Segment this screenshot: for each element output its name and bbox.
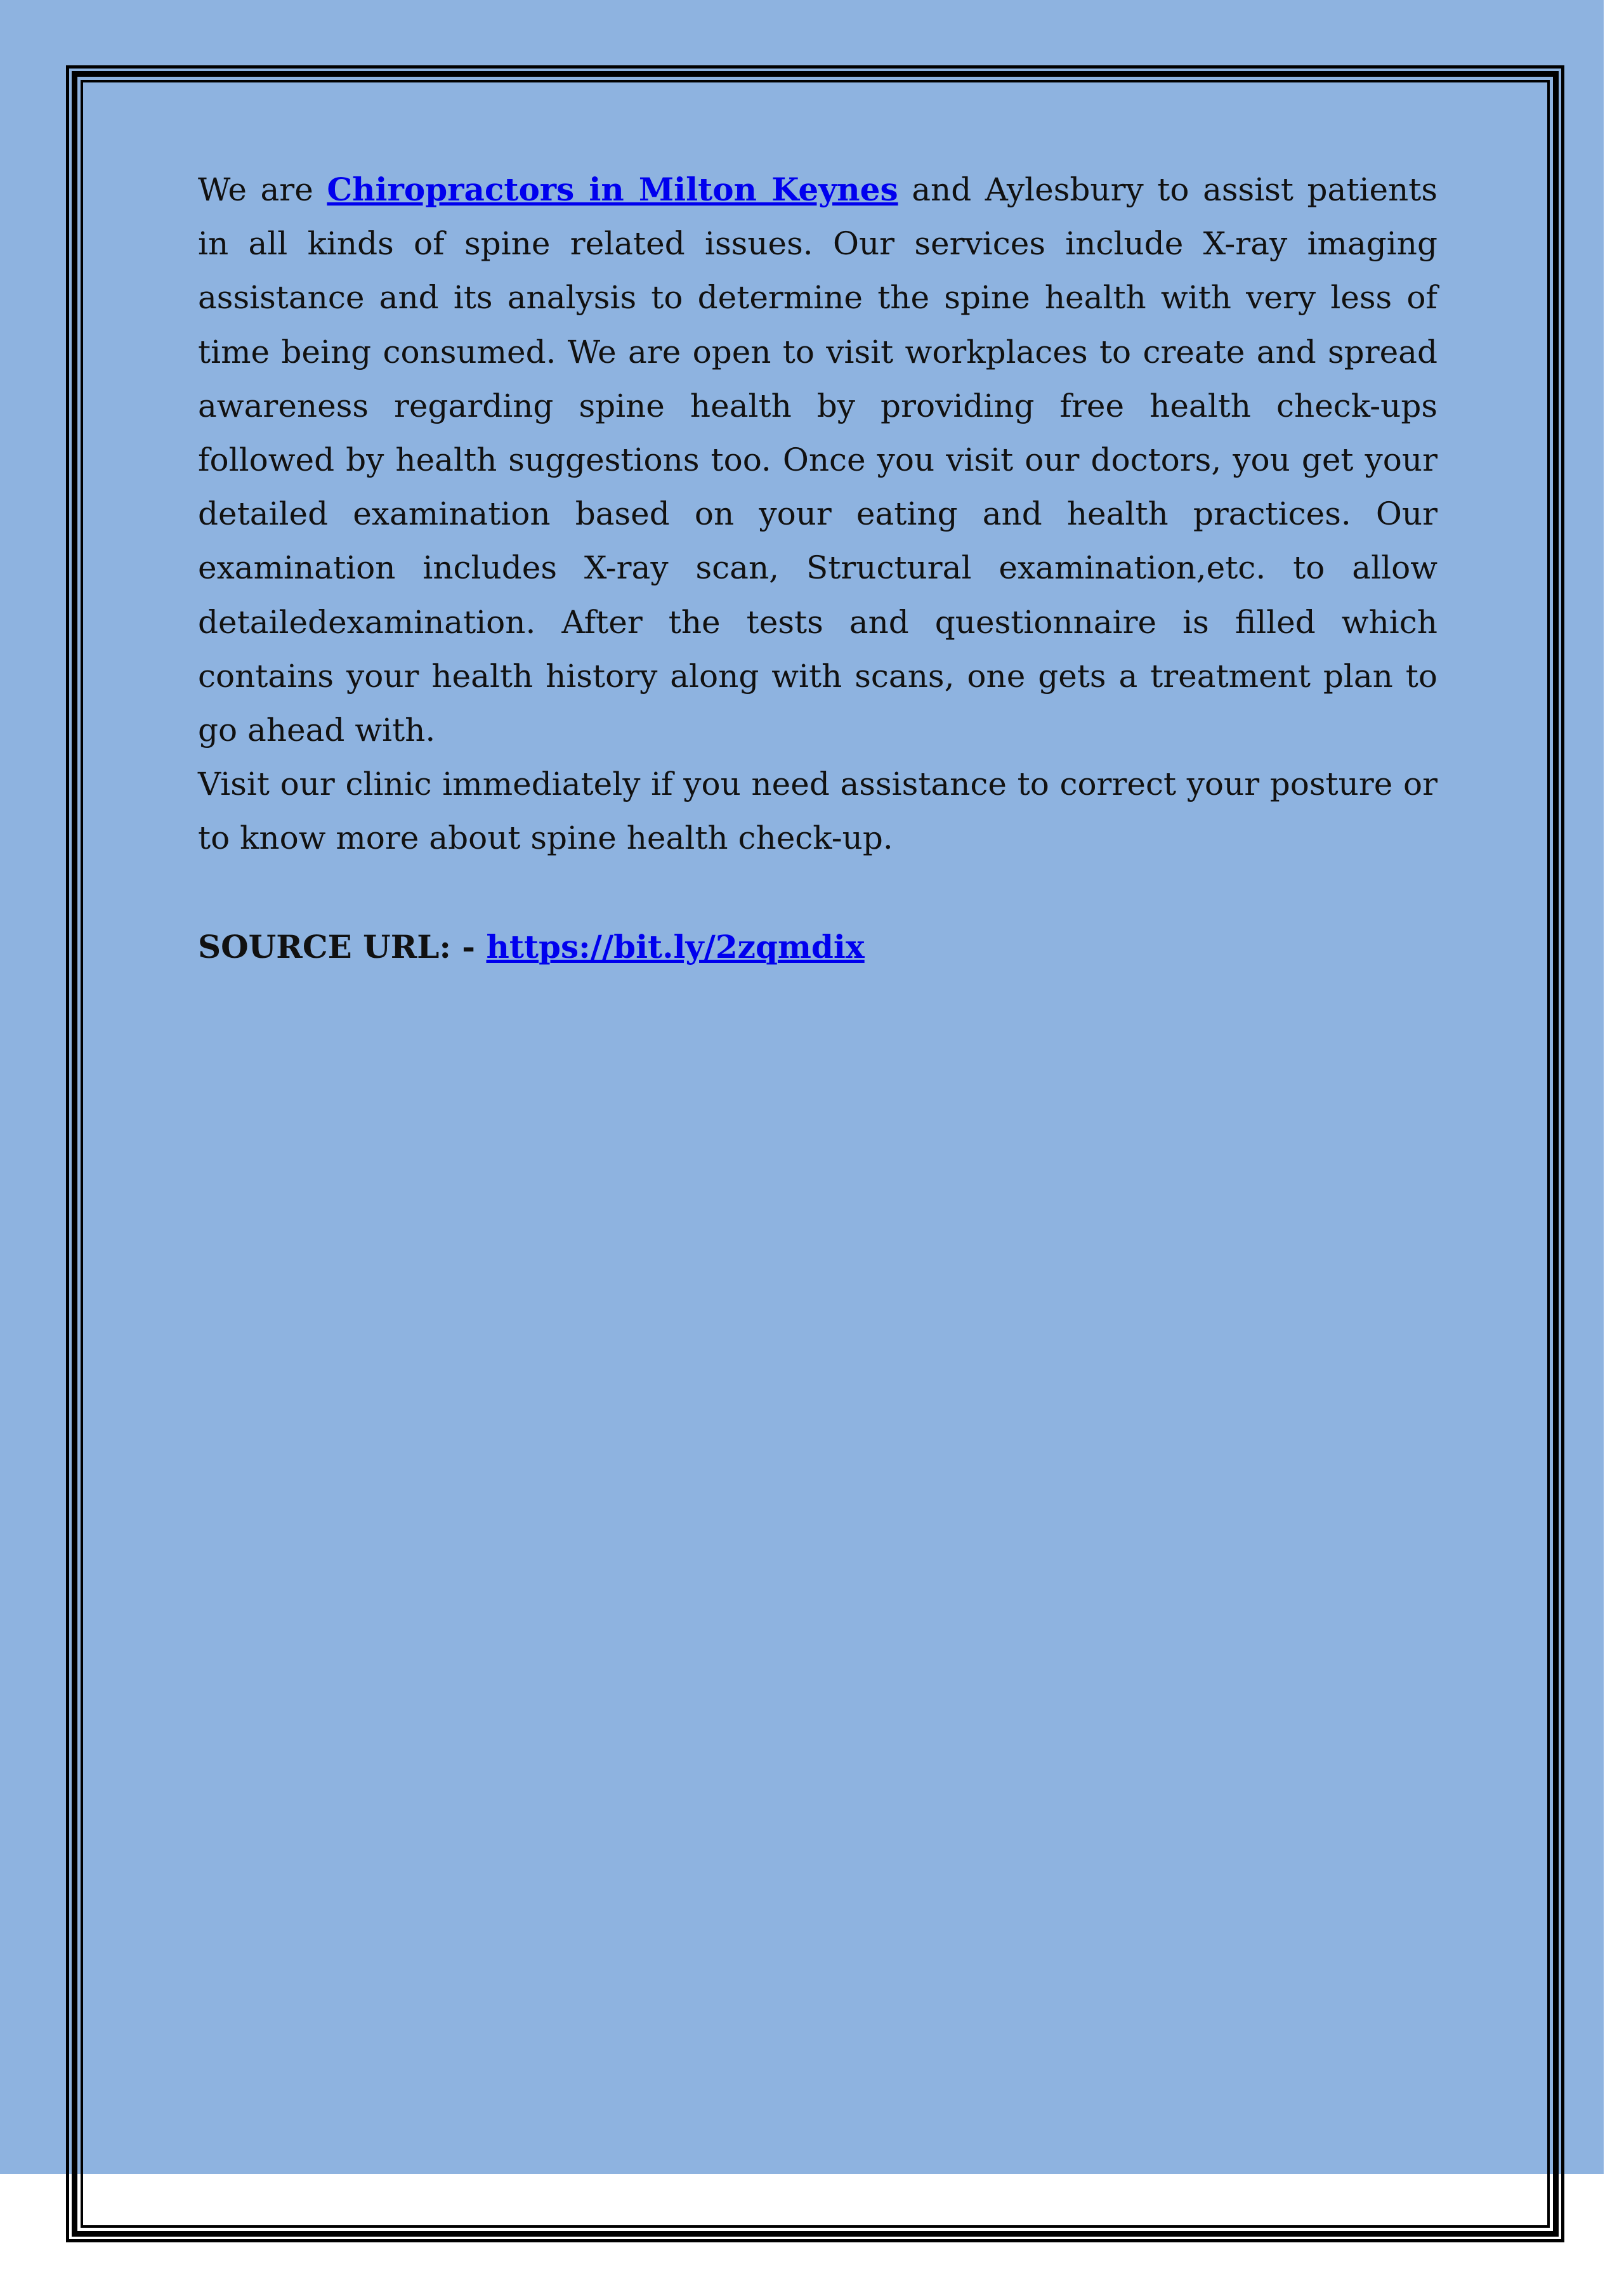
intro-paragraph <box>198 162 1437 757</box>
intro-text-start: We are <box>198 171 327 208</box>
source-label: SOURCE URL: - <box>198 927 487 965</box>
visit-paragraph: Visit our clinic immediately if you need assistance to correct your posture or to know more about spine health check-up. <box>198 766 1437 857</box>
chiropractors-link[interactable]: Chiropractors in Milton Keynes <box>327 171 898 208</box>
document-body <box>198 162 1437 974</box>
source-line <box>198 920 1437 974</box>
intro-text-rest: and Aylesbury to assist patients in all kinds of spine related issues. Our services include X-ray imaging assistance and its analysis to determine the spine health with very less of time being consumed. We are open to visit workplaces to create and spread awareness regarding spine health by providing free health check-ups followed by health suggestions too. Once you visit our doctors, you get your detailed examination based on your eating and health practices. Our examination includes X-ray scan, Structural examination,etc. to allow detailedexamination. After the tests and questionnaire is filled which contains your health history along with scans, one gets a treatment plan to go ahead with. <box>198 171 1437 749</box>
source-url-link[interactable]: https://bit.ly/2zqmdix <box>486 927 865 965</box>
